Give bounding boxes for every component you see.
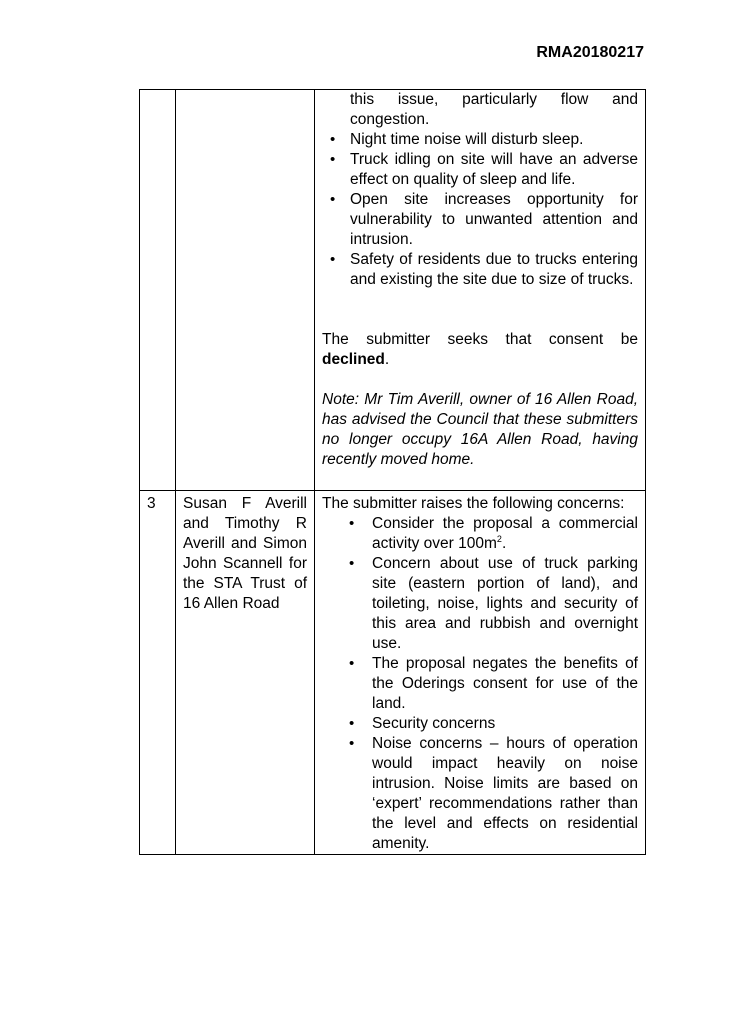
row-number-cell (140, 90, 176, 491)
submitter-name: Susan F Averill and Timothy R Averill and Simon John Scannell for the STA Trust of 16 Allen Road (183, 495, 307, 612)
submissions-table (139, 89, 646, 855)
submitter-cell (176, 90, 315, 491)
row-number: 3 (147, 495, 156, 512)
submitter-cell (176, 491, 315, 855)
decision-sought: The submitter seeks that consent be declined. (322, 331, 638, 368)
document-reference: RMA20180217 (536, 44, 644, 61)
list-item: • Truck idling on site will have an adverse effect on quality of sleep and life. (322, 150, 638, 190)
list-item: • The proposal negates the benefits of the Oderings consent for use of the land. (322, 654, 638, 714)
table-row (140, 90, 646, 491)
table-row (140, 491, 646, 855)
submission-cell (315, 90, 646, 491)
concerns-intro: The submitter raises the following concerns: (322, 495, 625, 512)
concerns-list (322, 90, 638, 290)
row-number-cell (140, 491, 176, 855)
list-item: • Open site increases opportunity for vulnerability to unwanted attention and intrusion. (322, 190, 638, 250)
list-item: • Concern about use of truck parking site (eastern portion of land), and toileting, noise, lights and security of this area and rubbish and overnight use. (322, 554, 638, 654)
list-item: • Night time noise will disturb sleep. (322, 130, 638, 150)
submission-cell (315, 491, 646, 855)
list-item: • Noise concerns – hours of operation would impact heavily on noise intrusion. Noise limits are based on ‘expert’ recommendations rather than the level and effects on residential amenity. (322, 734, 638, 854)
list-item: • Safety of residents due to trucks entering and existing the site due to size of trucks. (322, 250, 638, 290)
list-item: • Consider the proposal a commercial activity over $100m^2$. (322, 514, 638, 554)
list-item: • Security concerns (322, 714, 638, 734)
note-paragraph: Note: Mr Tim Averill, owner of 16 Allen Road, has advised the Council that these submitters no longer occupy 16A Allen Road, having recently moved home. (322, 391, 638, 468)
list-item: this issue, particularly flow and congestion. (350, 91, 638, 128)
concerns-list (322, 514, 638, 854)
